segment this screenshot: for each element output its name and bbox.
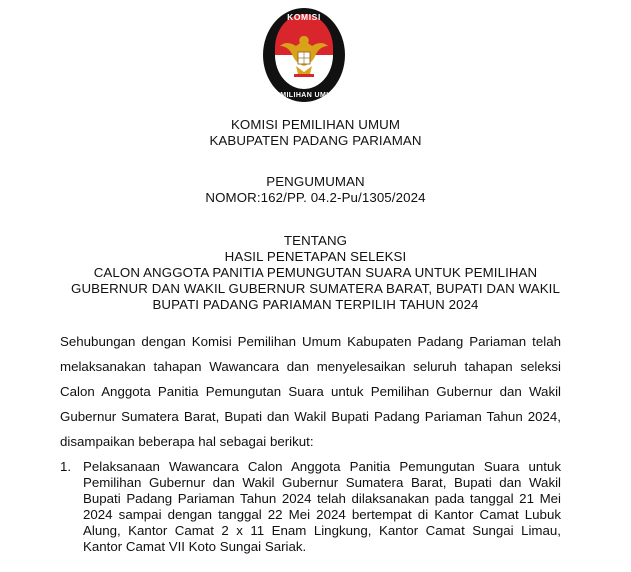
logo-text-top-label: KOMISI (287, 12, 321, 22)
list-item-line: Bupati Padang Pariaman Tahun 2024 telah dilaksanakan pada tanggal 21 Mei (83, 491, 561, 506)
subject-line: BUPATI PADANG PARIAMAN TERPILIH TAHUN 2024 (152, 297, 479, 312)
list-item-line: 2024 sampai dengan tanggal 22 Mei 2024 bertempat di Kantor Camat Lubuk (83, 507, 561, 522)
subject-line: GUBERNUR DAN WAKIL GUBERNUR SUMATERA BARAT, BUPATI DAN WAKIL (71, 281, 560, 296)
doc-number: NOMOR:162/PP. 04.2-Pu/1305/2024 (205, 190, 426, 205)
list-item-line: Pemilihan Gubernur dan Wakil Gubernur Sumatera Barat, Bupati dan Wakil (83, 475, 561, 490)
list-item-line: Kantor Camat VII Koto Sungai Sariak. (83, 539, 307, 554)
intro-line: Gubernur Sumatera Barat, Bupati dan Wakil Bupati Padang Pariaman Tahun 2024, (60, 409, 561, 424)
list-item-number: 1. (60, 459, 72, 474)
subject-line: HASIL PENETAPAN SELEKSI (224, 249, 407, 264)
org-name-line2: KABUPATEN PADANG PARIAMAN (209, 133, 422, 148)
org-name-line1: KOMISI PEMILIHAN UMUM (230, 117, 401, 132)
list-item-line: Pelaksanaan Wawancara Calon Anggota Panitia Pemungutan Suara untuk (83, 459, 561, 474)
kpu-logo-emblem (262, 8, 346, 104)
list-item-line: Alung, Kantor Camat 2 x 11 Enam Lingkung, Kantor Camat Sungai Limau, (83, 523, 561, 538)
doc-type: PENGUMUMAN (266, 174, 365, 189)
intro-line: Sehubungan dengan Komisi Pemilihan Umum Kabupaten Padang Pariaman telah (60, 334, 561, 349)
subject-label: TENTANG (283, 233, 348, 248)
subject-line: CALON ANGGOTA PANITIA PEMUNGUTAN SUARA UNTUK PEMILIHAN (93, 265, 538, 280)
intro-line: disampaikan beberapa hal sebagai berikut: (60, 434, 314, 449)
intro-line: Calon Anggota Panitia Pemungutan Suara untuk Pemilihan Gubernur dan Wakil (60, 384, 561, 399)
intro-line: melaksanakan tahapan Wawancara dan menyelesaikan seluruh tahapan seleksi (60, 359, 561, 374)
logo-text-bottom-label: PEMILIHAN UMUM (270, 92, 338, 99)
